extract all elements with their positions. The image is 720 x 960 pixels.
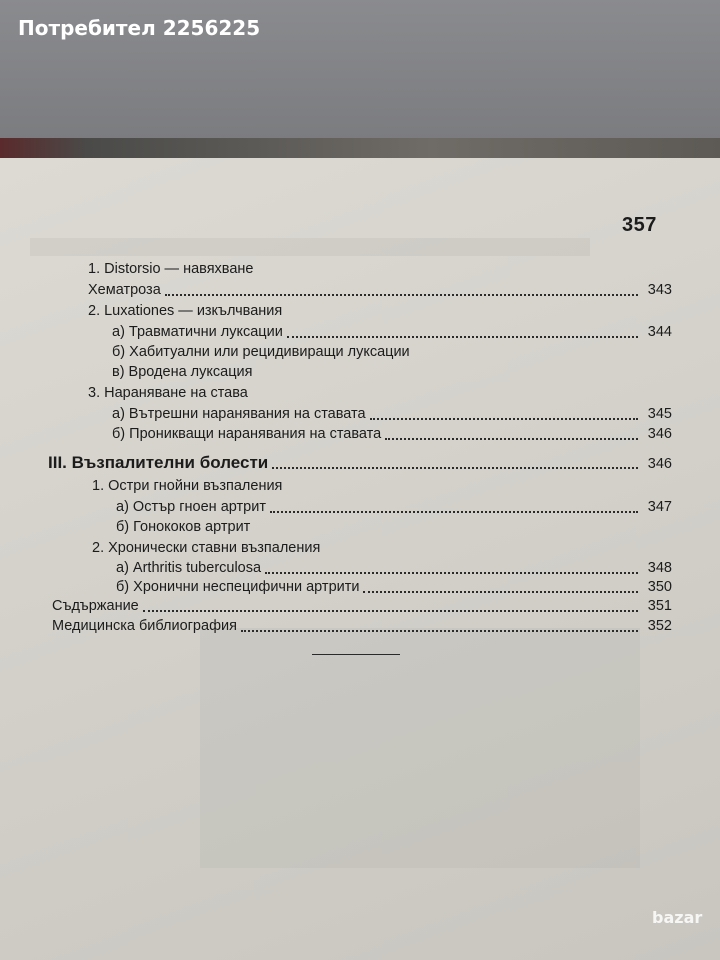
toc-entry bbox=[88, 303, 282, 319]
toc-entry-label: 1. Distorsio — навяхване bbox=[88, 261, 254, 277]
leader-dots bbox=[287, 334, 638, 338]
toc-entry-label: б) Гонококов артрит bbox=[116, 519, 251, 535]
toc-entry bbox=[112, 344, 410, 360]
toc-entry bbox=[92, 540, 320, 556]
toc-entry-page: 351 bbox=[647, 598, 672, 614]
toc-section-heading bbox=[48, 453, 672, 473]
leader-dots bbox=[385, 436, 638, 440]
toc-entry-page: 350 bbox=[647, 579, 672, 595]
toc-entry bbox=[92, 478, 282, 494]
toc-entry bbox=[88, 261, 253, 277]
toc-entry-label: Медицинска библиография bbox=[52, 618, 237, 634]
bleed-through-shadow bbox=[30, 238, 590, 256]
toc-entry-label: Хематроза bbox=[88, 282, 161, 298]
toc-entry bbox=[112, 364, 252, 380]
page-number: 357 bbox=[622, 214, 657, 236]
toc-entry-label: 1. Остри гнойни възпаления bbox=[92, 478, 283, 494]
toc-entry bbox=[116, 560, 672, 576]
toc-entry-label: б) Проникващи наранявания на ставата bbox=[112, 426, 382, 442]
toc-entry bbox=[112, 406, 672, 422]
bleed-through-shadow bbox=[200, 628, 640, 868]
toc-entry-label: 2. Luxationes — изкълчвания bbox=[88, 303, 283, 319]
leader-dots bbox=[165, 292, 638, 296]
toc-entry-label: а) Травматични луксации bbox=[112, 324, 283, 340]
toc-entry bbox=[52, 618, 672, 634]
separator-line bbox=[312, 654, 400, 655]
toc-entry-label: 3. Нараняване на става bbox=[88, 385, 248, 401]
toc-entry-label: а) Arthritis tuberculosa bbox=[116, 560, 262, 576]
leader-dots bbox=[241, 628, 638, 632]
toc-entry-label: а) Остър гноен артрит bbox=[116, 499, 266, 515]
leader-dots bbox=[370, 416, 638, 420]
toc-entry bbox=[116, 499, 672, 515]
toc-entry bbox=[52, 598, 672, 614]
toc-entry-label: а) Вътрешни наранявания на ставата bbox=[112, 406, 366, 422]
toc-entry bbox=[88, 385, 248, 401]
toc-entry bbox=[116, 519, 250, 535]
toc-entry-page: 352 bbox=[647, 618, 672, 634]
book-page bbox=[0, 158, 720, 960]
toc-entry-label: б) Хабитуални или рецидивиращи луксации bbox=[112, 344, 410, 360]
toc-entry-label: Съдържание bbox=[52, 598, 139, 614]
toc-entry-page: 343 bbox=[647, 282, 672, 298]
leader-dots bbox=[270, 509, 638, 513]
toc-entry bbox=[88, 282, 672, 298]
toc-entry-page: 345 bbox=[647, 406, 672, 422]
toc-entry-page: 346 bbox=[647, 426, 672, 442]
toc-entry-page: 346 bbox=[647, 456, 672, 472]
leader-dots bbox=[265, 570, 638, 574]
toc-entry bbox=[112, 324, 672, 340]
toc-entry-label: б) Хронични неспецифични артрити bbox=[116, 579, 360, 595]
user-watermark: Потребител 2256225 bbox=[18, 16, 261, 40]
toc-entry-label: в) Вродена луксация bbox=[112, 364, 253, 380]
toc-entry-page: 347 bbox=[647, 499, 672, 515]
toc-entry-label: III. Възпалителни болести bbox=[48, 453, 269, 472]
site-logo: bazar bbox=[652, 908, 703, 927]
leader-dots bbox=[363, 589, 638, 593]
toc-entry bbox=[112, 426, 672, 442]
toc-entry bbox=[116, 579, 672, 595]
toc-entry-label: 2. Хронически ставни възпаления bbox=[92, 540, 321, 556]
leader-dots bbox=[272, 465, 638, 469]
leader-dots bbox=[143, 608, 638, 612]
toc-entry-page: 348 bbox=[647, 560, 672, 576]
toc-entry-page: 344 bbox=[647, 324, 672, 340]
